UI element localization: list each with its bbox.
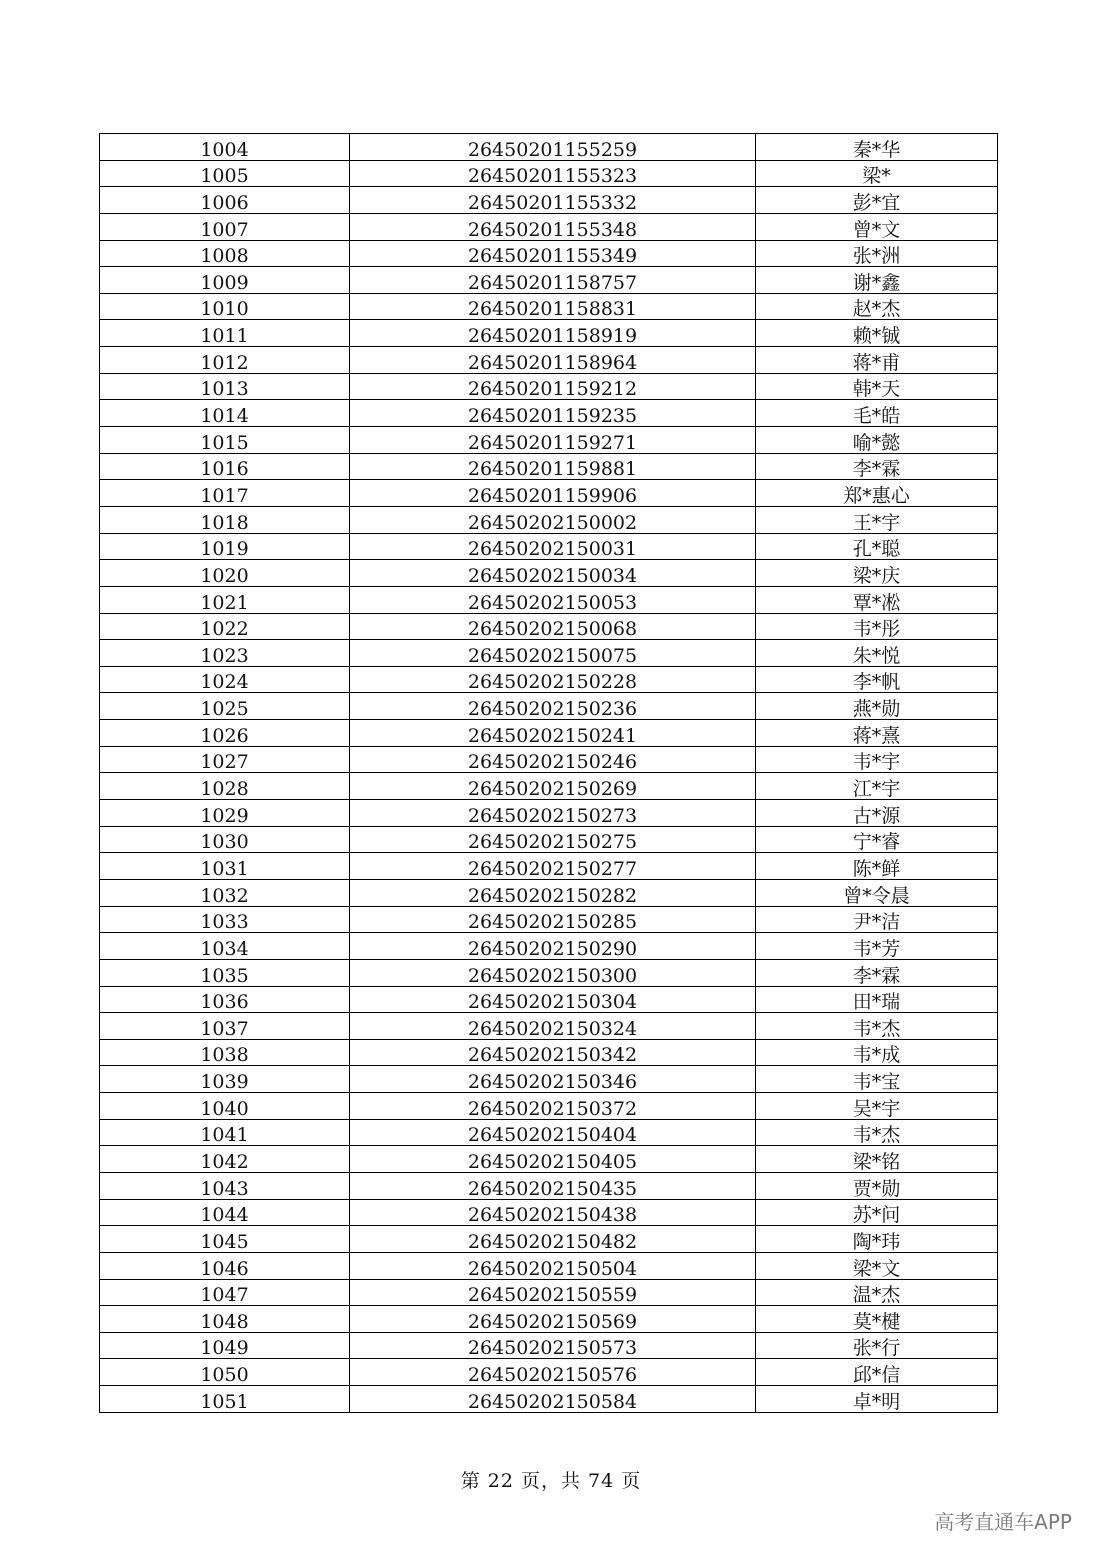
name-cell: 蒋*甫 — [756, 347, 998, 374]
name-cell: 贾*勋 — [756, 1172, 998, 1199]
page-number-footer: 第 22 页，共 74 页 — [460, 1470, 642, 1492]
table-row — [100, 986, 998, 1013]
name-cell: 张*洲 — [756, 240, 998, 267]
table-row — [100, 373, 998, 400]
name-cell: 梁*铭 — [756, 1146, 998, 1173]
table-row — [100, 347, 998, 374]
table-row — [100, 826, 998, 853]
table-row — [100, 213, 998, 240]
name-cell: 韦*杰 — [756, 1013, 998, 1040]
table-row — [100, 560, 998, 587]
name-cell: 李*霖 — [756, 453, 998, 480]
name-cell: 韦*宇 — [756, 746, 998, 773]
candidate-number-cell: 26450202150438 — [350, 1199, 756, 1226]
candidate-number-cell: 26450202150273 — [350, 800, 756, 827]
name-cell: 古*源 — [756, 800, 998, 827]
seq-number-cell: 1012 — [100, 347, 350, 374]
candidate-number-cell: 26450202150435 — [350, 1172, 756, 1199]
candidate-number-cell: 26450202150304 — [350, 986, 756, 1013]
candidate-number-cell: 26450202150346 — [350, 1066, 756, 1093]
name-cell: 苏*问 — [756, 1199, 998, 1226]
seq-number-cell: 1043 — [100, 1172, 350, 1199]
candidate-number-cell: 26450202150236 — [350, 693, 756, 720]
table-row — [100, 267, 998, 294]
seq-number-cell: 1033 — [100, 906, 350, 933]
candidate-number-cell: 26450202150372 — [350, 1093, 756, 1120]
table-row — [100, 1039, 998, 1066]
seq-number-cell: 1039 — [100, 1066, 350, 1093]
candidate-number-cell: 26450201155349 — [350, 240, 756, 267]
seq-number-cell: 1007 — [100, 213, 350, 240]
admission-list-table — [99, 133, 998, 1413]
seq-number-cell: 1032 — [100, 879, 350, 906]
table-row — [100, 906, 998, 933]
name-cell: 张*行 — [756, 1332, 998, 1359]
candidate-number-cell: 26450202150290 — [350, 933, 756, 960]
candidate-number-cell: 26450201159906 — [350, 480, 756, 507]
table-row — [100, 1066, 998, 1093]
seq-number-cell: 1023 — [100, 640, 350, 667]
seq-number-cell: 1020 — [100, 560, 350, 587]
seq-number-cell: 1022 — [100, 613, 350, 640]
table-row — [100, 240, 998, 267]
name-cell: 韦*成 — [756, 1039, 998, 1066]
candidate-number-cell: 26450202150246 — [350, 746, 756, 773]
seq-number-cell: 1015 — [100, 427, 350, 454]
candidate-number-cell: 26450201155323 — [350, 160, 756, 187]
seq-number-cell: 1019 — [100, 533, 350, 560]
name-cell: 喻*懿 — [756, 427, 998, 454]
seq-number-cell: 1045 — [100, 1226, 350, 1253]
name-cell: 朱*悦 — [756, 640, 998, 667]
table-row — [100, 853, 998, 880]
name-cell: 韩*天 — [756, 373, 998, 400]
seq-number-cell: 1046 — [100, 1252, 350, 1279]
table-row — [100, 427, 998, 454]
name-cell: 燕*勋 — [756, 693, 998, 720]
name-cell: 王*宇 — [756, 506, 998, 533]
seq-number-cell: 1050 — [100, 1359, 350, 1386]
name-cell: 梁*庆 — [756, 560, 998, 587]
table-row — [100, 1119, 998, 1146]
candidate-number-cell: 26450202150404 — [350, 1119, 756, 1146]
seq-number-cell: 1038 — [100, 1039, 350, 1066]
candidate-number-cell: 26450202150053 — [350, 586, 756, 613]
name-cell: 郑*惠心 — [756, 480, 998, 507]
seq-number-cell: 1006 — [100, 187, 350, 214]
candidate-number-cell: 26450202150504 — [350, 1252, 756, 1279]
name-cell: 江*宇 — [756, 773, 998, 800]
name-cell: 蒋*熹 — [756, 720, 998, 747]
seq-number-cell: 1005 — [100, 160, 350, 187]
candidate-number-cell: 26450202150342 — [350, 1039, 756, 1066]
name-cell: 曾*文 — [756, 213, 998, 240]
candidate-number-cell: 26450202150228 — [350, 666, 756, 693]
seq-number-cell: 1030 — [100, 826, 350, 853]
name-cell: 赖*铖 — [756, 320, 998, 347]
candidate-number-cell: 26450201159271 — [350, 427, 756, 454]
candidate-number-cell: 26450201158757 — [350, 267, 756, 294]
name-cell: 莫*楗 — [756, 1306, 998, 1333]
candidate-number-cell: 26450202150269 — [350, 773, 756, 800]
seq-number-cell: 1026 — [100, 720, 350, 747]
table-row — [100, 1093, 998, 1120]
name-cell: 韦*宝 — [756, 1066, 998, 1093]
candidate-number-cell: 26450202150282 — [350, 879, 756, 906]
table-row — [100, 933, 998, 960]
seq-number-cell: 1044 — [100, 1199, 350, 1226]
seq-number-cell: 1040 — [100, 1093, 350, 1120]
name-cell: 毛*皓 — [756, 400, 998, 427]
seq-number-cell: 1047 — [100, 1279, 350, 1306]
table-row — [100, 666, 998, 693]
table-row — [100, 613, 998, 640]
name-cell: 彭*宜 — [756, 187, 998, 214]
candidate-number-cell: 26450201155348 — [350, 213, 756, 240]
name-cell: 谢*鑫 — [756, 267, 998, 294]
candidate-number-cell: 26450202150482 — [350, 1226, 756, 1253]
table-row — [100, 480, 998, 507]
name-cell: 温*杰 — [756, 1279, 998, 1306]
table-row — [100, 1252, 998, 1279]
candidate-number-cell: 26450201155332 — [350, 187, 756, 214]
seq-number-cell: 1036 — [100, 986, 350, 1013]
candidate-number-cell: 26450202150324 — [350, 1013, 756, 1040]
candidate-number-cell: 26450201158964 — [350, 347, 756, 374]
table-row — [100, 1146, 998, 1173]
name-cell: 梁* — [756, 160, 998, 187]
seq-number-cell: 1014 — [100, 400, 350, 427]
table-row — [100, 1359, 998, 1386]
candidate-number-cell: 26450201159881 — [350, 453, 756, 480]
seq-number-cell: 1008 — [100, 240, 350, 267]
candidate-number-cell: 26450202150559 — [350, 1279, 756, 1306]
candidate-number-cell: 26450201155259 — [350, 134, 756, 161]
table-row — [100, 1199, 998, 1226]
table-row — [100, 720, 998, 747]
name-cell: 梁*文 — [756, 1252, 998, 1279]
seq-number-cell: 1009 — [100, 267, 350, 294]
table-row — [100, 879, 998, 906]
table-body — [100, 134, 998, 1413]
candidate-number-cell: 26450202150405 — [350, 1146, 756, 1173]
table-row — [100, 533, 998, 560]
candidate-number-cell: 26450202150584 — [350, 1386, 756, 1413]
seq-number-cell: 1017 — [100, 480, 350, 507]
seq-number-cell: 1024 — [100, 666, 350, 693]
name-cell: 秦*华 — [756, 134, 998, 161]
seq-number-cell: 1013 — [100, 373, 350, 400]
candidate-number-cell: 26450201158831 — [350, 293, 756, 320]
seq-number-cell: 1018 — [100, 506, 350, 533]
table-row — [100, 693, 998, 720]
seq-number-cell: 1027 — [100, 746, 350, 773]
name-cell: 韦*彤 — [756, 613, 998, 640]
name-cell: 李*霖 — [756, 959, 998, 986]
candidate-number-cell: 26450202150275 — [350, 826, 756, 853]
candidate-number-cell: 26450202150573 — [350, 1332, 756, 1359]
name-cell: 陈*鲜 — [756, 853, 998, 880]
candidate-number-cell: 26450201159235 — [350, 400, 756, 427]
name-cell: 尹*洁 — [756, 906, 998, 933]
table-row — [100, 640, 998, 667]
seq-number-cell: 1037 — [100, 1013, 350, 1040]
table-row — [100, 959, 998, 986]
seq-number-cell: 1010 — [100, 293, 350, 320]
table-row — [100, 773, 998, 800]
name-cell: 孔*聪 — [756, 533, 998, 560]
candidate-number-cell: 26450202150068 — [350, 613, 756, 640]
seq-number-cell: 1029 — [100, 800, 350, 827]
name-cell: 田*瑞 — [756, 986, 998, 1013]
table-row — [100, 800, 998, 827]
candidate-number-cell: 26450201159212 — [350, 373, 756, 400]
seq-number-cell: 1051 — [100, 1386, 350, 1413]
table-row — [100, 1013, 998, 1040]
name-cell: 陶*玮 — [756, 1226, 998, 1253]
table-row — [100, 293, 998, 320]
table-row — [100, 1332, 998, 1359]
table-row — [100, 1279, 998, 1306]
table-row — [100, 400, 998, 427]
table-row — [100, 1306, 998, 1333]
seq-number-cell: 1016 — [100, 453, 350, 480]
name-cell: 赵*杰 — [756, 293, 998, 320]
candidate-number-cell: 26450202150241 — [350, 720, 756, 747]
seq-number-cell: 1048 — [100, 1306, 350, 1333]
candidate-number-cell: 26450202150576 — [350, 1359, 756, 1386]
name-cell: 曾*令晨 — [756, 879, 998, 906]
candidate-number-cell: 26450202150300 — [350, 959, 756, 986]
seq-number-cell: 1004 — [100, 134, 350, 161]
seq-number-cell: 1049 — [100, 1332, 350, 1359]
name-cell: 邱*信 — [756, 1359, 998, 1386]
seq-number-cell: 1042 — [100, 1146, 350, 1173]
candidate-number-cell: 26450202150277 — [350, 853, 756, 880]
table-row — [100, 134, 998, 161]
table-row — [100, 1172, 998, 1199]
seq-number-cell: 1035 — [100, 959, 350, 986]
watermark-text: 高考直通车APP — [934, 1510, 1072, 1534]
table-row — [100, 1226, 998, 1253]
candidate-number-cell: 26450202150034 — [350, 560, 756, 587]
table-row — [100, 160, 998, 187]
name-cell: 覃*凇 — [756, 586, 998, 613]
table-row — [100, 746, 998, 773]
table-row — [100, 187, 998, 214]
table-row — [100, 320, 998, 347]
candidate-number-cell: 26450201158919 — [350, 320, 756, 347]
name-cell: 宁*睿 — [756, 826, 998, 853]
name-cell: 韦*杰 — [756, 1119, 998, 1146]
candidate-number-cell: 26450202150569 — [350, 1306, 756, 1333]
seq-number-cell: 1028 — [100, 773, 350, 800]
seq-number-cell: 1021 — [100, 586, 350, 613]
name-cell: 韦*芳 — [756, 933, 998, 960]
candidate-number-cell: 26450202150002 — [350, 506, 756, 533]
name-cell: 卓*明 — [756, 1386, 998, 1413]
seq-number-cell: 1025 — [100, 693, 350, 720]
name-cell: 吴*宇 — [756, 1093, 998, 1120]
seq-number-cell: 1041 — [100, 1119, 350, 1146]
candidate-number-cell: 26450202150031 — [350, 533, 756, 560]
table-row — [100, 506, 998, 533]
seq-number-cell: 1031 — [100, 853, 350, 880]
seq-number-cell: 1011 — [100, 320, 350, 347]
candidate-number-cell: 26450202150075 — [350, 640, 756, 667]
table-row — [100, 1386, 998, 1413]
seq-number-cell: 1034 — [100, 933, 350, 960]
candidate-number-cell: 26450202150285 — [350, 906, 756, 933]
table-row — [100, 586, 998, 613]
name-cell: 李*帆 — [756, 666, 998, 693]
table-row — [100, 453, 998, 480]
